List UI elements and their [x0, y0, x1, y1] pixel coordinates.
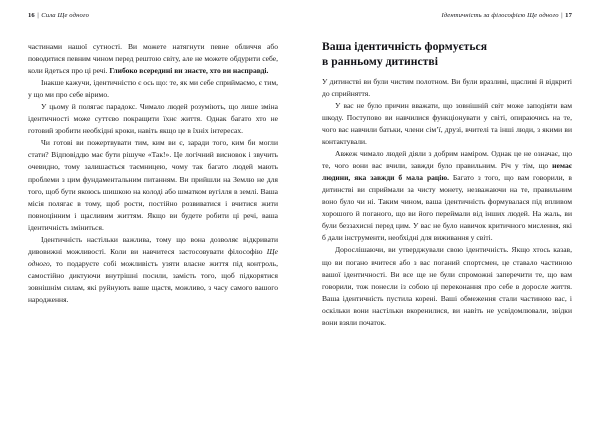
text-run: У вас не було причин вважати, що зовнішній світ може заподіяти вам шкоду. Поступово ви навчилися функціонувати у світі, опираючись на те, чого вас навчили батьки, члени сім’ї, друзі, вчителі та інші люди, з якими ви контактували. [322, 100, 572, 147]
text-run: Ідентичність настільки важлива, тому що вона дозволяє відкривати дивовижні можливості. Коли ви навчитеся застосовувати філософію [28, 234, 278, 256]
body-text-left [28, 41, 278, 306]
paragraph [322, 100, 572, 148]
text-run: Чи готові ви пожертвувати тим, ким ви є, заради того, ким би могли стати? Відповіддю має бути рішуче «Так!». Це логічний висновок і звучить очевидно, тому залишається таємницею, чому так багато людей мають проблеми з цим фундаментальним питанням. Ви прийшли на Землю не для того, щоб бути якоюсь шишкою на колоді або шматком вугілля в землі. Ваша місія полягає в тому, щоб рости, постійно розвиватися і вчитися жити повноцінним і щасливим життям. Якщо ви будете робити ці речі, ваша ідентичність зміниться. [28, 138, 278, 232]
text-run: Дорослішаючи, ви утверджували свою ідентичність. Якщо хтось казав, що ви погано вчитеся або з вас поганий спортсмен, це ставало частиною вашої ідентичності. Ви все ще не були спроможні заперечити те, що вам говорили, тож понесли із собою ці переконання про себе в доросле життя. Ваша ідентичність пустила корені. Ваші обмеження стали частиною вас, і оскільки вони настільки вкоренилися, ви навіть не усвідомлювали, звідки вони взяли початок. [322, 245, 572, 327]
paragraph [28, 234, 278, 306]
paragraph [322, 76, 572, 100]
paragraph [28, 101, 278, 137]
text-run: , то подаруєте собі можливість узяти власне життя під контроль, самостійно диктуючи внутрішні посили, замість того, щоб підкорятися зовнішнім силам, які руйнують ваше щастя, можливо, з часу самого вашого народження. [28, 258, 278, 304]
paragraph [28, 77, 278, 101]
section-heading [322, 39, 572, 70]
book-title-left: Сила Ще одного [41, 12, 90, 19]
running-head-right [322, 13, 572, 23]
paragraph [28, 41, 278, 77]
section-heading-line-2: в ранньому дитинстві [322, 55, 438, 69]
emphasis-bold: Глибоко всередині ви знаєте, хто ви насправді. [109, 66, 269, 76]
text-run: частинами нашої сутності. Ви можете натягнути певне обличчя або поводитися певним чином перед рештою світу, але не можете обдурити себе, коли йдеться про ці речі. [28, 42, 278, 76]
paragraph [28, 137, 278, 233]
paragraph [322, 148, 572, 244]
emphasis-bold: немає людини, яка завжди б мала рацію. [322, 161, 572, 183]
text-run: Інакше кажучи, ідентичністю є ось що: те, як ми себе сприймаємо, є тим, у що ми про себе віримо. [28, 78, 278, 100]
section-heading-line-1: Ваша ідентичність формується [322, 40, 488, 53]
emphasis-italic: Ще одного [28, 246, 278, 268]
chapter-title-right: Ідентичність за філософією Ще одного [441, 12, 559, 19]
running-head-separator-right: | [561, 12, 563, 19]
paragraph [322, 244, 572, 328]
running-head-separator-left: | [37, 12, 39, 19]
page-number-right: 17 [565, 12, 572, 19]
page-number-left: 16 [28, 12, 35, 19]
text-run: У дитинстві ви були чистим полотном. Ви були вразливі, щасливі й відкриті до сприйняття. [322, 76, 572, 98]
text-run: Авжеж чимало людей діяли з добрим наміром. Однак це не означає, що те, чого вони вас вчили, завжди було правильним. Річ у тім, що [322, 149, 572, 171]
body-text-right [322, 76, 572, 329]
page-right [300, 0, 600, 438]
text-run: У цьому й полягає парадокс. Чимало людей розуміють, що лише зміна ідентичності може суттєво покращити їхнє життя. Однак багато хто не готовий зробити необхідні кроки, навіть якщо це в їхніх інтересах. [28, 102, 278, 136]
running-head-left [28, 13, 278, 23]
text-run: Багато з того, що вам говорили, в дитинстві ви сприймали за чисту монету, незважаючи на те, правильним воно було чи ні. Таким чином, ваша ідентичність формувалася під впливом хорошого й поганого, що ви його переймали від інших людей. На жаль, ви були беззахисні перед цим. У вас не було навичок критичного мислення, які б дали інструменти, необхідні для виживання у світі. [322, 173, 572, 243]
